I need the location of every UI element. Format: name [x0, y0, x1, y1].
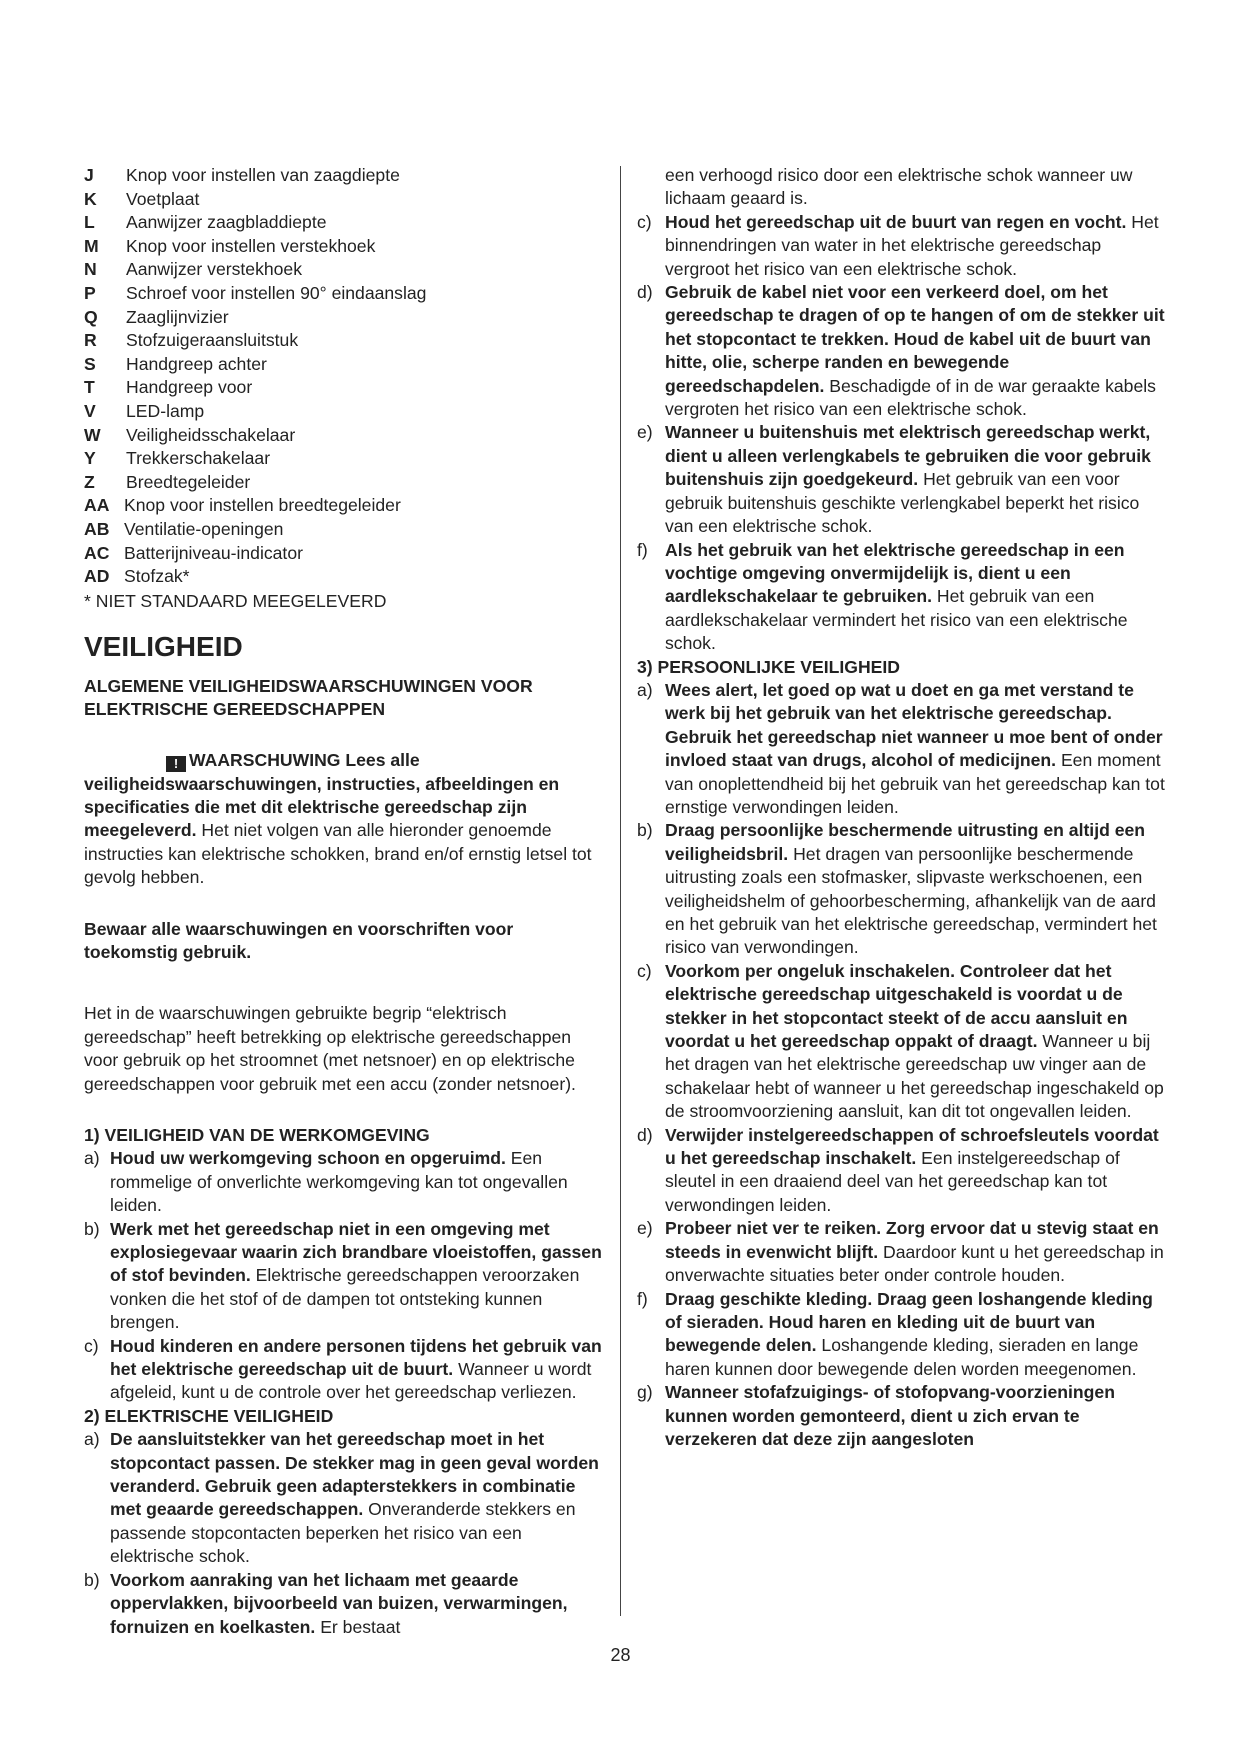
- legend-label: Knop voor instellen van zaagdiepte: [126, 165, 400, 186]
- warning-bold: WAARSCHUWING Lees alle veiligheidswaarschuwingen, instructies, afbeeldingen en specificaties die met dit elektrische gereedschap zijn meegeleverd.: [84, 750, 560, 841]
- item-bold-text: Werk met het gereedschap niet in een omgeving met explosiegevaar waarin zich brandbare vloeistoffen, gassen of stof bevinden.: [110, 1218, 602, 1286]
- legend-key: T: [84, 377, 95, 398]
- legend-key: J: [84, 165, 94, 186]
- legend-label: Aanwijzer zaagbladdiepte: [126, 212, 327, 233]
- legend-row: [84, 353, 609, 377]
- warning-icon: !: [166, 756, 186, 772]
- legend-row: [84, 494, 609, 518]
- legend-row: [84, 235, 609, 259]
- item-label: a): [84, 1148, 100, 1169]
- list-item: [637, 421, 1167, 538]
- list-item: [637, 1288, 1167, 1382]
- legend-row: [84, 400, 609, 424]
- item-body: [665, 421, 1167, 538]
- item-body: [665, 1288, 1167, 1382]
- item-body: [665, 679, 1167, 819]
- item-label: g): [637, 1382, 653, 1403]
- item-body: [665, 281, 1167, 421]
- item-text: Er bestaat: [315, 1616, 401, 1637]
- legend-label: Stofzuigeraansluitstuk: [126, 330, 299, 351]
- item-body: [665, 539, 1167, 656]
- legend-row: [84, 471, 609, 495]
- item-text: Het gebruik van een voor gebruik buitenshuis geschikte verlengkabel beperkt het risico van een elektrische schok.: [665, 469, 1140, 537]
- legend-row: [84, 447, 609, 471]
- legend-row: [84, 518, 609, 542]
- item-bold-text: Wanneer stofafzuigings- of stofopvang-voorzieningen kunnen worden gemonteerd, dient u zich ervan te verzekeren dat deze zijn aangesloten: [665, 1382, 1115, 1449]
- item-body: [110, 1569, 609, 1639]
- legend-key: AB: [84, 519, 110, 539]
- right-column: [637, 164, 1167, 1451]
- legend-label: Zaaglijnvizier: [126, 306, 229, 327]
- legend-key: S: [84, 353, 96, 374]
- legend-label: LED-lamp: [126, 401, 205, 422]
- keep-instructions: Bewaar alle waarschuwingen en voorschriften voor toekomstig gebruik.: [84, 918, 514, 962]
- legend-row: [84, 376, 609, 400]
- legend-key: N: [84, 259, 97, 280]
- legend-row: [84, 542, 609, 566]
- legend-row: [84, 565, 609, 589]
- item-text: Loshangende kleding, sieraden en lange haren kunnen door bewegende delen worden meegenomen.: [665, 1335, 1139, 1379]
- item-bold-text: Wanneer u buitenshuis met elektrisch gereedschap werkt, dient u alleen verlengkabels te gebruiken die voor gebruik buitenshuis zijn goedgekeurd.: [665, 422, 1151, 490]
- warning-text: Het niet volgen van alle hieronder genoemde instructies kan elektrische schokken, brand en/of ernstig letsel tot gevolg hebben.: [84, 820, 592, 888]
- list-item: [84, 1218, 609, 1335]
- item-label: f): [637, 539, 648, 560]
- item-text: Wanneer u bij het dragen van het elektrische gereedschap uw vinger aan de schakelaar hebt of wanneer u het gereedschap ingeschakeld op de stroomvoorziening aansluit, kan dit tot ongevallen leiden.: [665, 1031, 1164, 1122]
- legend-row: [84, 306, 609, 330]
- item-label: c): [84, 1335, 99, 1356]
- item-label: b): [84, 1218, 100, 1239]
- item-label: c): [637, 960, 652, 981]
- item-body: [110, 1335, 609, 1405]
- item-label: e): [637, 1218, 653, 1239]
- item-label: b): [84, 1569, 100, 1590]
- list-item: [637, 1124, 1167, 1218]
- list-item: [637, 679, 1167, 819]
- item-bold-text: Probeer niet ver te reiken. Zorg ervoor dat u stevig staat en steeds in evenwicht blijft.: [665, 1218, 1159, 1262]
- item-bold-text: Verwijder instelgereedschappen of schroefsleutels voordat u het gereedschap inschakelt.: [665, 1124, 1159, 1169]
- item-label: a): [637, 679, 653, 700]
- legend-label: Knop voor instellen verstekhoek: [126, 235, 376, 256]
- section-title: VEILIGHEID: [84, 631, 243, 663]
- legend-note: * NIET STANDAARD MEEGELEVERD: [84, 590, 387, 611]
- list-item: [84, 1335, 609, 1405]
- list-item: [637, 539, 1167, 656]
- legend-key: Z: [84, 471, 95, 492]
- list-item: [637, 960, 1167, 1124]
- list-item: [637, 1381, 1167, 1451]
- list-item: [637, 211, 1167, 281]
- legend-key: V: [84, 401, 96, 422]
- section-subtitle: ALGEMENE VEILIGHEIDSWAARSCHUWINGEN VOOR ELEKTRISCHE GEREEDSCHAPPEN: [84, 676, 533, 720]
- item-text: Elektrische gereedschappen veroorzaken vonken die het stof of de dampen tot ontsteking kunnen brengen.: [110, 1265, 580, 1333]
- section2-continued: een verhoogd risico door een elektrische schok wanneer uw lichaam geaard is.: [665, 165, 1133, 209]
- legend-label: Veiligheidsschakelaar: [126, 424, 296, 445]
- item-body: [665, 211, 1167, 281]
- item-bold-text: Gebruik de kabel niet voor een verkeerd doel, om het gereedschap te dragen of op te hangen of om de stekker uit het stopcontact te trekken. Houd de kabel uit de buurt van hitte, olie, scherpe randen en bewegende gereedschapdelen.: [665, 282, 1165, 396]
- legend-key: Q: [84, 306, 98, 327]
- item-bold-text: Wees alert, let goed op wat u doet en ga met verstand te werk bij het gebruik van het elektrische gereedschap. Gebruik het gereedschap niet wanneer u moe bent of onder invloed staat van drugs, alcohol of medicijnen.: [665, 679, 1163, 771]
- legend-key: AD: [84, 566, 110, 587]
- legend-label: Handgreep achter: [126, 353, 267, 374]
- item-text: Een rommelige of onverlichte werkomgeving kan tot ongevallen leiden.: [110, 1148, 568, 1216]
- page-number: 28: [610, 1645, 631, 1665]
- item-bold-text: Als het gebruik van het elektrische gereedschap in een vochtige omgeving onvermijdelijk is, dient u een aardlekschakelaar te gebruiken.: [665, 539, 1125, 607]
- legend-label: Handgreep voor: [126, 377, 253, 398]
- legend-row: [84, 164, 609, 188]
- item-text: Onveranderde stekkers en passende stopcontacten beperken het risico van een elektrische schok.: [110, 1499, 576, 1567]
- parts-legend: [84, 164, 609, 589]
- legend-label: Ventilatie-openingen: [124, 519, 284, 539]
- legend-row: [84, 424, 609, 448]
- item-text: Een instelgereedschap of sleutel in een draaiend deel van het gereedschap kan tot verwondingen leiden.: [665, 1148, 1120, 1215]
- legend-label: Stofzak*: [124, 566, 190, 587]
- list-item: [84, 1569, 609, 1639]
- item-body: [665, 1381, 1167, 1451]
- legend-label: Schroef voor instellen 90° eindaanslag: [126, 283, 427, 304]
- item-label: f): [637, 1288, 648, 1309]
- item-body: [665, 960, 1167, 1124]
- warning-paragraph: [84, 749, 609, 889]
- item-label: d): [637, 1124, 653, 1145]
- legend-key: L: [84, 212, 95, 233]
- legend-key: K: [84, 188, 97, 209]
- item-bold-text: De aansluitstekker van het gereedschap moet in het stopcontact passen. De stekker mag in geen geval worden veranderd. Gebruik geen adapterstekkers in combinatie met geaarde gereedschappen.: [110, 1429, 599, 1520]
- item-label: a): [84, 1429, 100, 1450]
- item-bold-text: Draag persoonlijke beschermende uitrusting en altijd een veiligheidsbril.: [665, 820, 1146, 864]
- item-bold-text: Houd kinderen en andere personen tijdens het gebruik van het elektrische gereedschap uit de buurt.: [110, 1335, 602, 1380]
- item-text: Het dragen van persoonlijke beschermende uitrusting zoals een stofmasker, slipvaste werkschoenen, een veiligheidshelm of gehoorbescherming, afhankelijk van de aard en het gebruik van het elektrische gereedschap, vermindert het risico van verwondingen.: [665, 843, 1157, 958]
- item-text: Een moment van onoplettendheid bij het gebruik van het gereedschap kan tot ernstige verwondingen leiden.: [665, 750, 1165, 817]
- legend-key: W: [84, 424, 101, 445]
- section3-heading: 3) PERSOONLIJKE VEILIGHEID: [637, 656, 900, 677]
- item-label: b): [637, 820, 653, 841]
- item-bold-text: Voorkom aanraking van het lichaam met geaarde oppervlakken, bijvoorbeeld van buizen, verwarmingen, fornuizen en koelkasten.: [110, 1569, 568, 1637]
- section3-items: [637, 679, 1167, 1451]
- legend-row: [84, 211, 609, 235]
- legend-label: Trekkerschakelaar: [126, 448, 271, 469]
- item-body: [110, 1218, 609, 1335]
- item-text: Beschadigde of in de war geraakte kabels vergroten het risico van een elektrische schok.: [665, 375, 1156, 420]
- legend-label: Breedtegeleider: [126, 471, 251, 492]
- list-item: [637, 281, 1167, 421]
- list-item: [84, 1147, 609, 1217]
- item-bold-text: Houd uw werkomgeving schoon en opgeruimd.: [110, 1148, 506, 1169]
- item-body: [110, 1147, 609, 1217]
- item-text: Het gebruik van een aardlekschakelaar vermindert het risico van een elektrische schok.: [665, 586, 1128, 654]
- list-item: [84, 1428, 609, 1568]
- legend-label: Batterijniveau-indicator: [124, 542, 303, 563]
- item-label: c): [637, 211, 652, 232]
- section2-heading: 2) ELEKTRISCHE VEILIGHEID: [84, 1405, 334, 1426]
- legend-row: [84, 329, 609, 353]
- item-bold-text: Draag geschikte kleding. Draag geen loshangende kleding of sieraden. Houd haren en kleding uit de buurt van bewegende delen.: [665, 1288, 1153, 1356]
- section1-items: [84, 1147, 609, 1404]
- left-column: [84, 164, 609, 1639]
- legend-key: Y: [84, 448, 96, 469]
- column-divider: [620, 166, 621, 1616]
- item-label: e): [637, 422, 653, 443]
- section2-items-continued: [637, 211, 1167, 656]
- list-item: [637, 1217, 1167, 1287]
- section1-heading: 1) VEILIGHEID VAN DE WERKOMGEVING: [84, 1124, 430, 1145]
- item-bold-text: Voorkom per ongeluk inschakelen. Controleer dat het elektrische gereedschap uitgeschakeld is voordat u de stekker in het stopcontact steekt of de accu aansluit en voordat u het gereedschap oppakt of draagt.: [665, 960, 1128, 1052]
- item-text: Wanneer u wordt afgeleid, kunt u de controle over het gereedschap verliezen.: [110, 1359, 592, 1403]
- item-bold-text: Houd het gereedschap uit de buurt van regen en vocht.: [665, 211, 1127, 232]
- legend-label: Voetplaat: [126, 188, 200, 209]
- item-body: [110, 1428, 609, 1568]
- item-text: Het binnendringen van water in het elektrische gereedschap vergroot het risico van een elektrische schok.: [665, 211, 1159, 279]
- legend-label: Knop voor instellen breedtegeleider: [124, 495, 401, 516]
- legend-key: AA: [84, 495, 110, 516]
- item-body: [665, 1124, 1167, 1218]
- item-text: Daardoor kunt u het gereedschap in onverwachte situaties beter onder controle houden.: [665, 1241, 1164, 1286]
- list-item: [637, 819, 1167, 959]
- legend-key: P: [84, 283, 96, 304]
- legend-label: Aanwijzer verstekhoek: [126, 259, 303, 280]
- item-body: [665, 819, 1167, 959]
- legend-row: [84, 258, 609, 282]
- legend-key: M: [84, 235, 99, 256]
- legend-row: [84, 282, 609, 306]
- section2-items: [84, 1428, 609, 1639]
- item-body: [665, 1217, 1167, 1287]
- legend-row: [84, 188, 609, 212]
- legend-key: AC: [84, 542, 110, 563]
- item-label: d): [637, 282, 653, 303]
- legend-key: R: [84, 330, 97, 351]
- definition-paragraph: Het in de waarschuwingen gebruikte begrip “elektrisch gereedschap” heeft betrekking op elektrische gereedschappen voor gebruik op het stroomnet (met netsnoer) en op elektrische gereedschappen voor gebruik met een accu (zonder netsnoer).: [84, 1003, 576, 1094]
